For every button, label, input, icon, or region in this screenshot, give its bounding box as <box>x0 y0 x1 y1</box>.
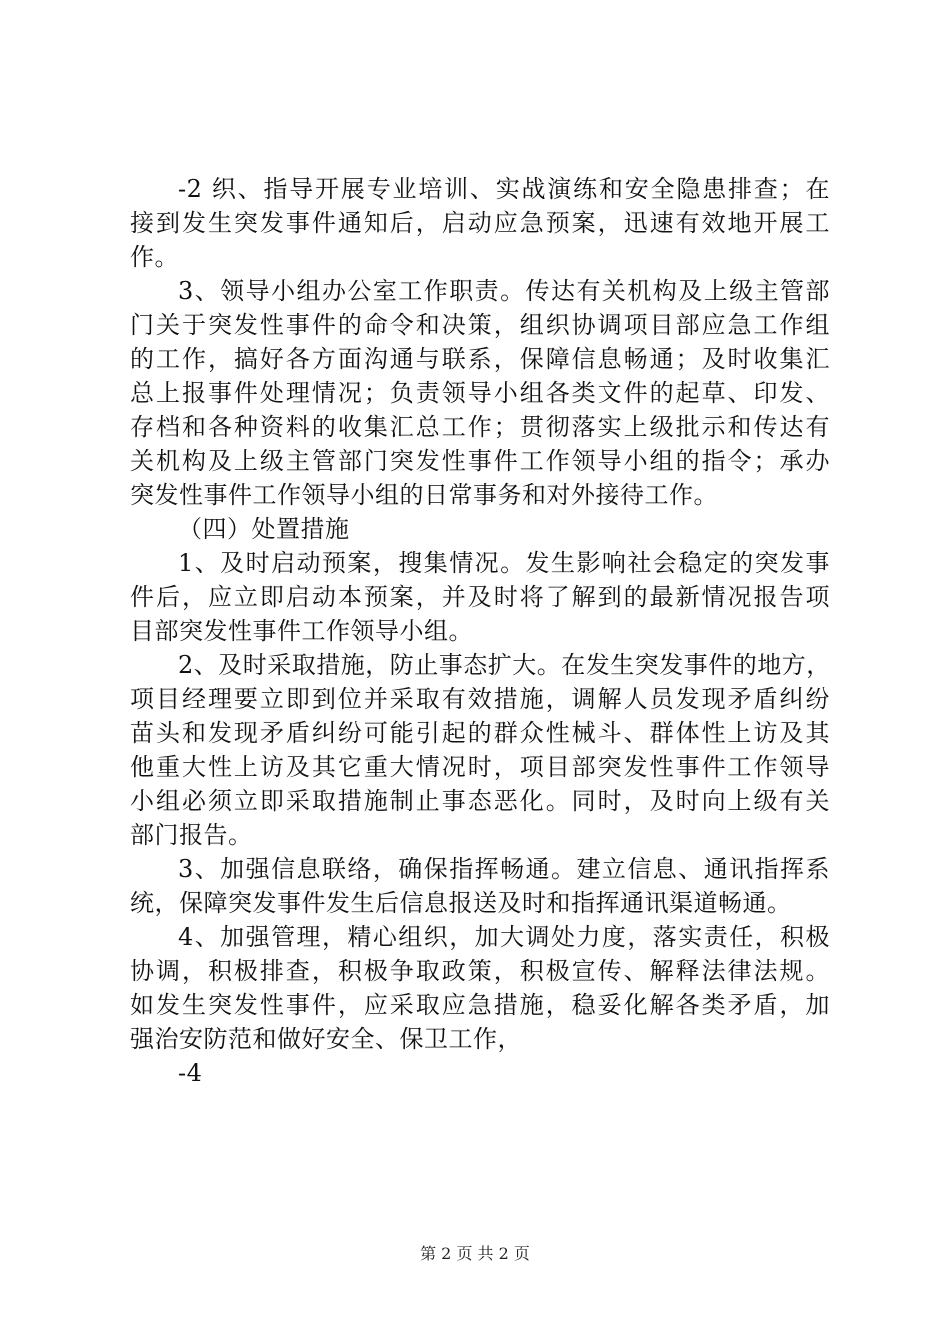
text-line: 存档和各种资料的收集汇总工作；贯彻落实上级批示和传达有 <box>130 413 830 441</box>
text-line: -2 织、指导开展专业培训、实战演练和安全隐患排查；在 <box>178 175 830 203</box>
text-line: 的工作，搞好各方面沟通与联系，保障信息畅通；及时收集汇 <box>130 345 830 373</box>
text-line: 部门报告。 <box>130 821 253 849</box>
text-line: 件后，应立即启动本预案，并及时将了解到的最新情况报告项 <box>130 583 830 611</box>
text-line: 4、加强管理，精心组织，加大调处力度，落实责任，积极 <box>178 923 830 951</box>
document-body <box>130 172 830 1090</box>
text-line: 如发生突发性事件，应采取应急措施，稳妥化解各类矛盾，加 <box>130 991 830 1019</box>
text-line: 强治安防范和做好安全、保卫工作， <box>130 1025 522 1053</box>
page-footer: 第 2 页 共 2 页 <box>420 1244 530 1263</box>
text-line: 统，保障突发事件发生后信息报送及时和指挥通讯渠道畅通。 <box>130 889 792 917</box>
text-line: 总上报事件处理情况；负责领导小组各类文件的起草、印发、 <box>130 379 830 407</box>
text-line: 他重大性上访及其它重大情况时，项目部突发性事件工作领导 <box>130 753 830 781</box>
text-line: 接到发生突发事件通知后，启动应急预案，迅速有效地开展工 <box>130 209 830 237</box>
text-line: 3、加强信息联络，确保指挥畅通。建立信息、通讯指挥系 <box>178 855 830 883</box>
text-line: 突发性事件工作领导小组的日常事务和对外接待工作。 <box>130 481 718 509</box>
text-line: 3、领导小组办公室工作职责。传达有关机构及上级主管部 <box>178 277 830 305</box>
text-line: -4 <box>178 1059 203 1087</box>
text-line: 2、及时采取措施，防止事态扩大。在发生突发事件的地方， <box>178 651 831 679</box>
text-line: 小组必须立即采取措施制止事态恶化。同时，及时向上级有关 <box>130 787 830 815</box>
text-line: 项目经理要立即到位并采取有效措施，调解人员发现矛盾纠纷 <box>130 685 830 713</box>
text-line: 目部突发性事件工作领导小组。 <box>130 617 473 645</box>
text-line: 作。 <box>130 243 179 271</box>
text-line: 关机构及上级主管部门突发性事件工作领导小组的指令；承办 <box>130 447 830 475</box>
text-line: 协调，积极排查，积极争取政策，积极宣传、解释法律法规。 <box>130 957 830 985</box>
text-line: 门关于突发性事件的命令和决策，组织协调项目部应急工作组 <box>130 311 830 339</box>
text-line: 苗头和发现矛盾纠纷可能引起的群众性械斗、群体性上访及其 <box>130 719 830 747</box>
text-line: （四）处置措施 <box>178 515 350 543</box>
text-line: 1、及时启动预案，搜集情况。发生影响社会稳定的突发事 <box>178 549 830 577</box>
